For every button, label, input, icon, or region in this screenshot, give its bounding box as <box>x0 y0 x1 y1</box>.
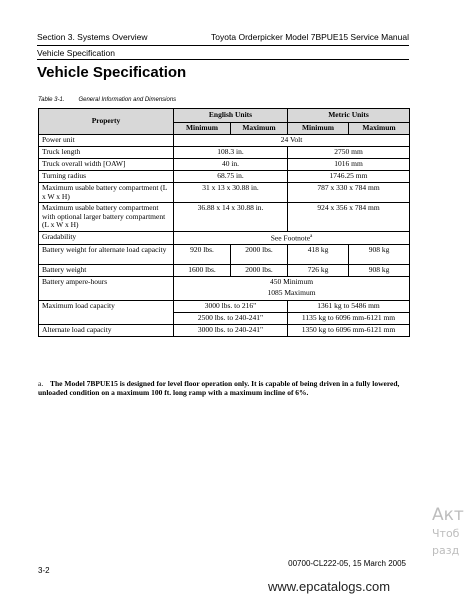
row-label: Maximum usable battery compartment with optional larger battery compartment (L x W x H) <box>39 203 174 232</box>
row-label: Maximum load capacity <box>39 300 174 324</box>
cell-value <box>174 231 410 244</box>
spec-table <box>38 108 410 337</box>
col-property: Property <box>39 109 174 135</box>
cell-value: 24 Volt <box>174 135 410 147</box>
cell-min: 450 Minimum <box>174 276 410 288</box>
windows-activation-overlay <box>432 505 464 559</box>
cell-english: 3000 lbs. to 216" <box>174 300 288 312</box>
table-row <box>39 183 410 203</box>
table-row <box>39 231 410 244</box>
cell-metric-min: 726 kg <box>288 264 349 276</box>
cell-english-min: 1600 lbs. <box>174 264 231 276</box>
cell-metric: 1746.25 mm <box>288 171 410 183</box>
table-row <box>39 159 410 171</box>
cell-english: 2500 lbs. to 240-241" <box>174 312 288 324</box>
header-subsection: Vehicle Specification <box>37 48 115 58</box>
row-label: Truck length <box>39 147 174 159</box>
cell-english: 3000 lbs. to 240-241" <box>174 324 288 336</box>
row-label: Battery weight <box>39 264 174 276</box>
cell-english: 108.3 in. <box>174 147 288 159</box>
cell-metric: 1135 kg to 6096 mm-6121 mm <box>288 312 410 324</box>
cell-metric: 1350 kg to 6096 mm-6121 mm <box>288 324 410 336</box>
col-english-min: Minimum <box>174 123 231 135</box>
activation-line-3: разд <box>432 544 460 557</box>
col-english-max: Maximum <box>231 123 288 135</box>
subheader-rule <box>37 59 409 60</box>
row-label: Alternate load capacity <box>39 324 174 336</box>
cell-english-max: 2000 lbs. <box>231 244 288 264</box>
page-number: 3-2 <box>38 566 50 575</box>
table-row <box>39 203 410 232</box>
cell-metric: 1361 kg to 5486 mm <box>288 300 410 312</box>
cell-english: 68.75 in. <box>174 171 288 183</box>
row-label: Turning radius <box>39 171 174 183</box>
table-caption-text: General Information and Dimensions <box>78 97 177 103</box>
row-label: Battery ampere-hours <box>39 276 174 300</box>
table-row <box>39 147 410 159</box>
col-metric-min: Minimum <box>288 123 349 135</box>
cell-english: 31 x 13 x 30.88 in. <box>174 183 288 203</box>
table-footnote <box>38 379 408 397</box>
row-label: Power unit <box>39 135 174 147</box>
header-manual-title: Toyota Orderpicker Model 7BPUE15 Service Manual <box>211 32 409 42</box>
cell-metric: 2750 mm <box>288 147 410 159</box>
document-id: 00700-CL222-05, 15 March 2005 <box>288 559 406 568</box>
cell-english-min: 920 lbs. <box>174 244 231 264</box>
page-header <box>37 32 409 46</box>
cell-metric-max: 908 kg <box>349 264 410 276</box>
table-row <box>39 171 410 183</box>
row-label: Battery weight for alternate load capacity <box>39 244 174 264</box>
watermark-link[interactable]: www.epcatalogs.com <box>268 579 391 594</box>
col-metric-units: Metric Units <box>288 109 410 123</box>
cell-metric: 924 x 356 x 784 mm <box>288 203 410 232</box>
gradability-value: See Footnote <box>270 233 311 242</box>
row-label: Truck overall width [OAW] <box>39 159 174 171</box>
cell-metric: 787 x 330 x 784 mm <box>288 183 410 203</box>
footnote-marker: a <box>310 233 313 239</box>
col-english-units: English Units <box>174 109 288 123</box>
header-rule <box>37 45 409 46</box>
table-row <box>39 324 410 336</box>
cell-metric: 1016 mm <box>288 159 410 171</box>
row-label: Gradability <box>39 231 174 244</box>
footnote-letter: a. <box>38 379 44 388</box>
col-metric-max: Maximum <box>349 123 410 135</box>
table-row <box>39 264 410 276</box>
cell-english-max: 2000 lbs. <box>231 264 288 276</box>
activation-line-2: Чтоб <box>432 527 460 540</box>
table-caption-label: Table 3-1. <box>38 97 65 103</box>
row-label: Maximum usable battery compartment (L x W x H) <box>39 183 174 203</box>
table-row <box>39 276 410 288</box>
cell-max: 1085 Maximum <box>174 288 410 300</box>
footnote-text: The Model 7BPUE15 is designed for level floor operation only. It is capable of being driven in a fully lowered, unloaded condition on a maximum 100 ft. long ramp with a maximum incline of 6%. <box>38 379 400 397</box>
cell-metric-min: 418 kg <box>288 244 349 264</box>
header-section: Section 3. Systems Overview <box>37 32 148 42</box>
table-row <box>39 135 410 147</box>
activation-line-1: Акт <box>432 505 464 525</box>
page-title: Vehicle Specification <box>37 64 187 81</box>
table-row <box>39 300 410 312</box>
table-row <box>39 244 410 264</box>
table-caption <box>38 97 176 103</box>
cell-english: 36.88 x 14 x 30.88 in. <box>174 203 288 232</box>
cell-english: 40 in. <box>174 159 288 171</box>
cell-metric-max: 908 kg <box>349 244 410 264</box>
